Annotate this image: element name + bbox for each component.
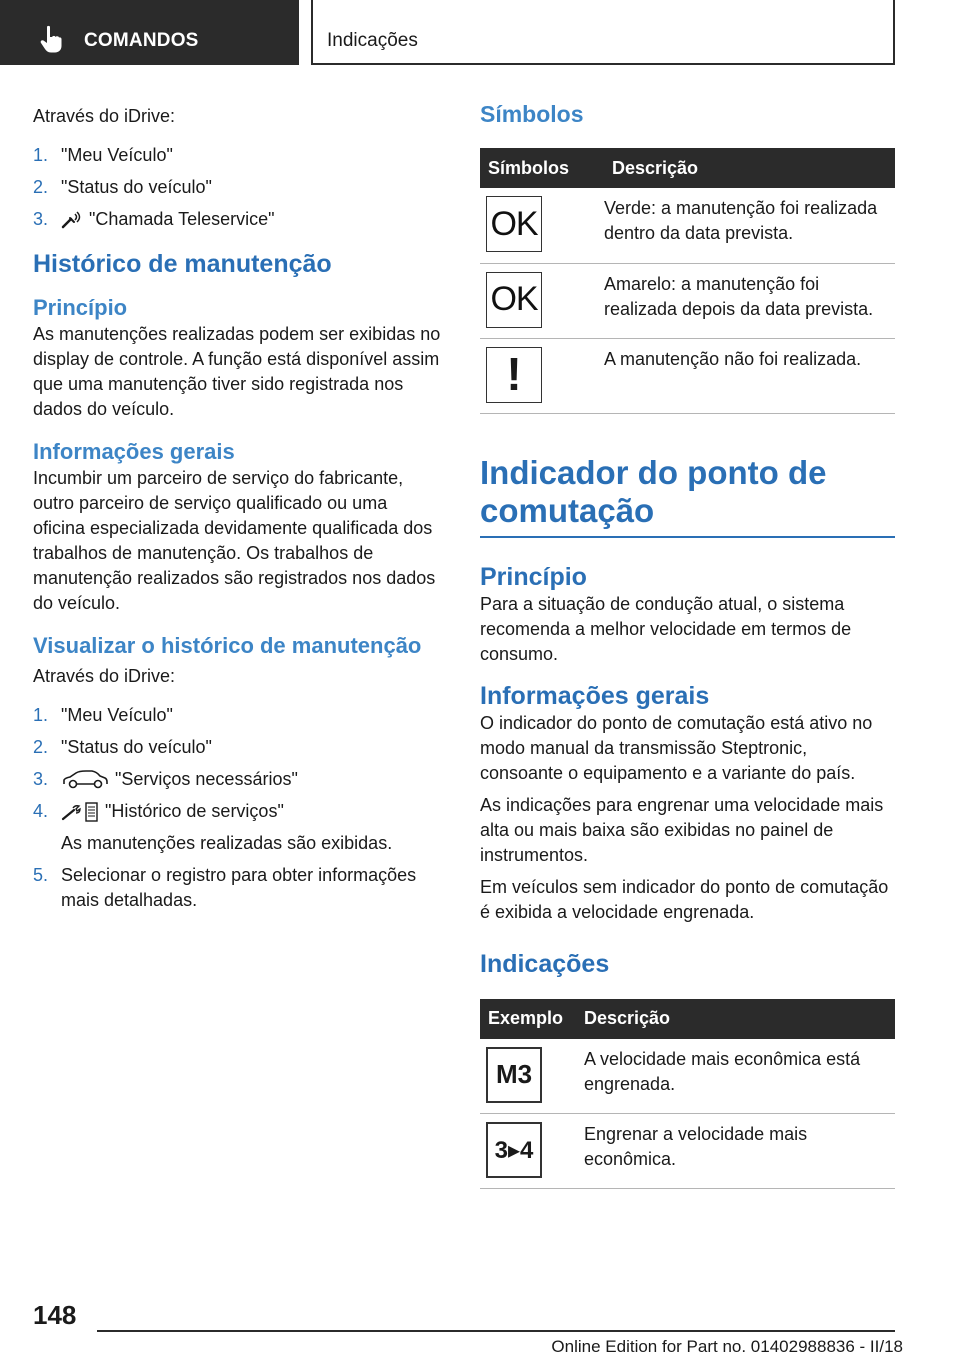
description-cell: A manutenção não foi realizada. — [604, 338, 895, 413]
principle-heading: Princípio — [480, 562, 587, 591]
car-service-icon — [61, 770, 109, 790]
section-header — [311, 0, 895, 65]
edition-text: Online Edition for Part no. 01402988836 - II/18 — [551, 1337, 903, 1356]
shift-indicator-heading: Indicador do ponto de comutação — [480, 453, 827, 529]
description-cell: A velocidade mais econômica está engrenada. — [580, 1039, 895, 1114]
right-column — [480, 100, 895, 1189]
general-info-heading: Informações gerais — [33, 439, 235, 464]
page-number: 148 — [33, 1300, 77, 1330]
column-header: Símbolos — [480, 148, 604, 188]
step-note: As manutenções realizadas são exibidas. — [61, 833, 393, 853]
gear-shift-up-symbol: 3▸4 — [486, 1122, 542, 1178]
teleservice-icon — [61, 210, 83, 230]
gear-m3-symbol: M3 — [486, 1047, 542, 1103]
principle-text: As manutenções realizadas podem ser exibidas no display de controle. A função está disponível assim que uma manutenção tiver sido registrada nos dados do veículo. — [33, 324, 441, 419]
indications-heading: Indicações — [480, 949, 610, 978]
general-info-p2: As indicações para engrenar uma velocidade mais alta ou mais baixa são exibidas no painel de instrumentos. — [480, 794, 884, 865]
list-item: 1. "Meu Veículo" — [33, 145, 173, 165]
description-cell: Verde: a manutenção foi realizada dentro da data prevista. — [604, 188, 895, 263]
general-info-heading: Informações gerais — [480, 681, 710, 710]
chapter-label: COMANDOS — [84, 30, 199, 51]
list-item: 5. Selecionar o registro para obter informações mais detalhadas. — [33, 865, 417, 910]
column-header: Descrição — [580, 999, 895, 1039]
left-column — [33, 104, 443, 920]
table-row — [480, 338, 895, 413]
table-header-row — [480, 148, 895, 188]
principle-heading: Princípio — [33, 295, 128, 320]
steps-list-1 — [33, 143, 443, 232]
intro-text: Através do iDrive: — [33, 106, 176, 126]
principle-text: Para a situação de condução atual, o sistema recomenda a melhor velocidade em termos de consumo. — [480, 593, 852, 664]
table-row — [480, 1039, 895, 1114]
heading-rule — [480, 536, 895, 538]
footer-rule — [97, 1330, 895, 1332]
list-item: 3. "Serviços necessários" — [33, 769, 298, 789]
service-history-icon — [61, 801, 99, 823]
ok-green-symbol: OK — [486, 196, 542, 252]
column-header: Exemplo — [480, 999, 580, 1039]
general-info-p3: Em veículos sem indicador do ponto de comutação é exibida a velocidade engrenada. — [480, 876, 889, 922]
indications-table — [480, 999, 895, 1190]
steps-list-2 — [33, 703, 443, 913]
section-label: Indicações — [327, 30, 418, 51]
list-item: 3. "Chamada Teleservice" — [33, 209, 275, 229]
general-info-p1: O indicador do ponto de comutação está ativo no modo manual da transmissão Steptronic, consoante o equipamento e a variante do país. — [480, 712, 873, 783]
table-row — [480, 188, 895, 263]
list-item: 4. "Histórico de serviços" As manutenções realizadas são exibidas. — [33, 799, 443, 856]
description-cell: Engrenar a velocidade mais econômica. — [580, 1114, 895, 1189]
table-header-row — [480, 999, 895, 1039]
column-header: Descrição — [604, 148, 895, 188]
chapter-tab — [0, 0, 299, 65]
view-history-heading: Visualizar o histórico de manutenção — [33, 633, 422, 658]
table-row — [480, 263, 895, 338]
history-heading: Histórico de manutenção — [33, 250, 332, 278]
symbols-table — [480, 148, 895, 414]
list-item: 2. "Status do veículo" — [33, 177, 212, 197]
list-item: 2. "Status do veículo" — [33, 737, 212, 757]
warning-exclamation-symbol: ! — [486, 347, 542, 403]
table-row — [480, 1114, 895, 1189]
view-intro-text: Através do iDrive: — [33, 666, 176, 686]
list-item: 1. "Meu Veículo" — [33, 705, 173, 725]
description-cell: Amarelo: a manutenção foi realizada depois da data prevista. — [604, 263, 895, 338]
symbols-heading: Símbolos — [480, 101, 584, 127]
general-info-text: Incumbir um parceiro de serviço do fabricante, outro parceiro de serviço qualificado ou uma oficina especializada devidamente qualificada dos trabalhos de manutenção. Os trabalhos de manutenção realizados são registrados nos dados do veículo. — [33, 468, 436, 613]
ok-yellow-symbol: OK — [486, 272, 542, 328]
hand-pointer-icon — [40, 25, 62, 53]
